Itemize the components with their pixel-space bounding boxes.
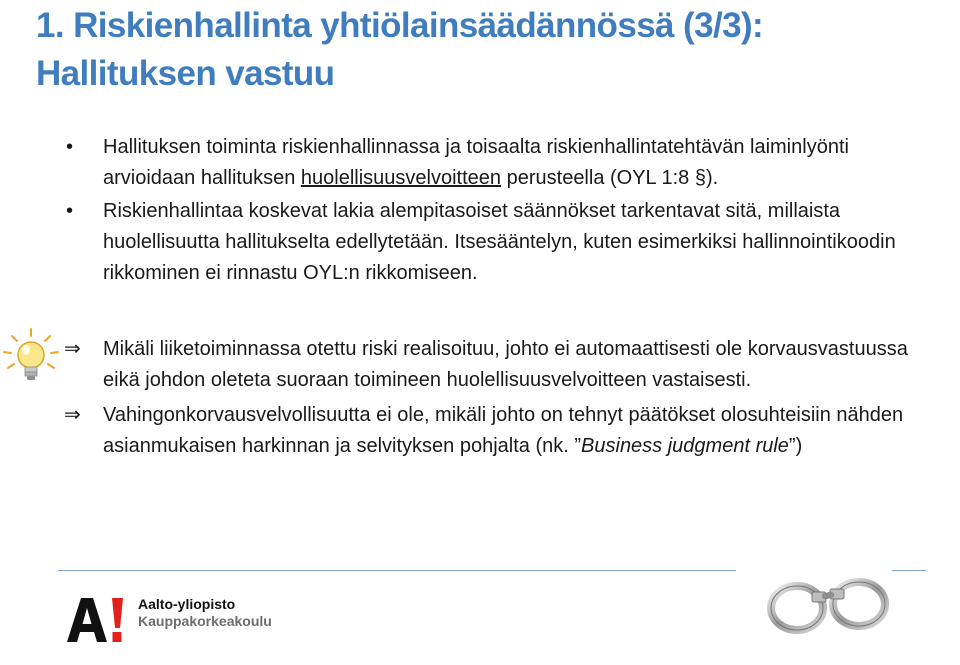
conclusion-item-1 bbox=[66, 334, 946, 396]
footer-divider-right bbox=[892, 570, 926, 571]
huolellisuusvelvoite-link[interactable]: huolellisuusvelvoitteen bbox=[300, 167, 502, 189]
title-line-1: 1. Riskienhallinta yhtiölainsäädännössä (3/3): bbox=[36, 6, 764, 45]
title-line-2: Hallituksen vastuu bbox=[36, 54, 335, 93]
logo-wordmark bbox=[138, 596, 272, 630]
logo-university-name: Aalto-yliopisto bbox=[138, 596, 236, 612]
bullet-list bbox=[66, 132, 946, 289]
double-arrow-icon: ⇒ bbox=[64, 338, 81, 360]
bullet-item-1 bbox=[66, 132, 946, 194]
business-judgment-rule-text: Business judgment rule bbox=[581, 435, 789, 457]
footer-divider-left bbox=[58, 570, 736, 571]
bullet-1-text-end: perusteella (OYL 1:8 §). bbox=[501, 167, 719, 189]
bullet-item-2 bbox=[66, 196, 946, 289]
aalto-logo-mark bbox=[65, 596, 127, 644]
conclusion-2-text-end: ”) bbox=[788, 435, 803, 457]
bullet-1-text: Hallituksen toiminta riskienhallinnassa ja toisaalta riskienhallintatehtävän laiminlyönti arvioidaan hallituksen bbox=[103, 136, 849, 189]
lightbulb-icon bbox=[0, 326, 62, 388]
slide-title bbox=[36, 2, 936, 98]
conclusion-list bbox=[66, 334, 946, 462]
handcuffs-icon bbox=[762, 574, 892, 644]
bullet-dot: • bbox=[66, 136, 74, 158]
bullet-2-text: Riskienhallintaa koskevat lakia alempitasoiset säännökset tarkentavat sitä, millaista huolellisuutta hallitukselta edellytetään. Itsesääntelyn, kuten esimerkiksi hallinnointikoodin rikkominen ei rinnastu OYL:n rikkomiseen. bbox=[103, 200, 896, 284]
bullet-dot: • bbox=[66, 200, 74, 222]
conclusion-2-text: Vahingonkorvausvelvollisuutta ei ole, mikäli johto on tehnyt päätökset olosuhteisiin nähden asianmukaisen harkinnan ja selvityksen pohjalta (nk. ” bbox=[103, 404, 904, 457]
conclusion-1-text: Mikäli liiketoiminnassa otettu riski realisoituu, johto ei automaattisesti ole korvausvastuussa eikä johdon oleteta suoraan toimineen huolellisuusvelvoitteen vastaisesti. bbox=[103, 338, 908, 391]
logo-school-name: Kauppakorkeakoulu bbox=[138, 613, 272, 629]
conclusion-item-2 bbox=[66, 400, 946, 462]
double-arrow-icon: ⇒ bbox=[64, 404, 81, 426]
